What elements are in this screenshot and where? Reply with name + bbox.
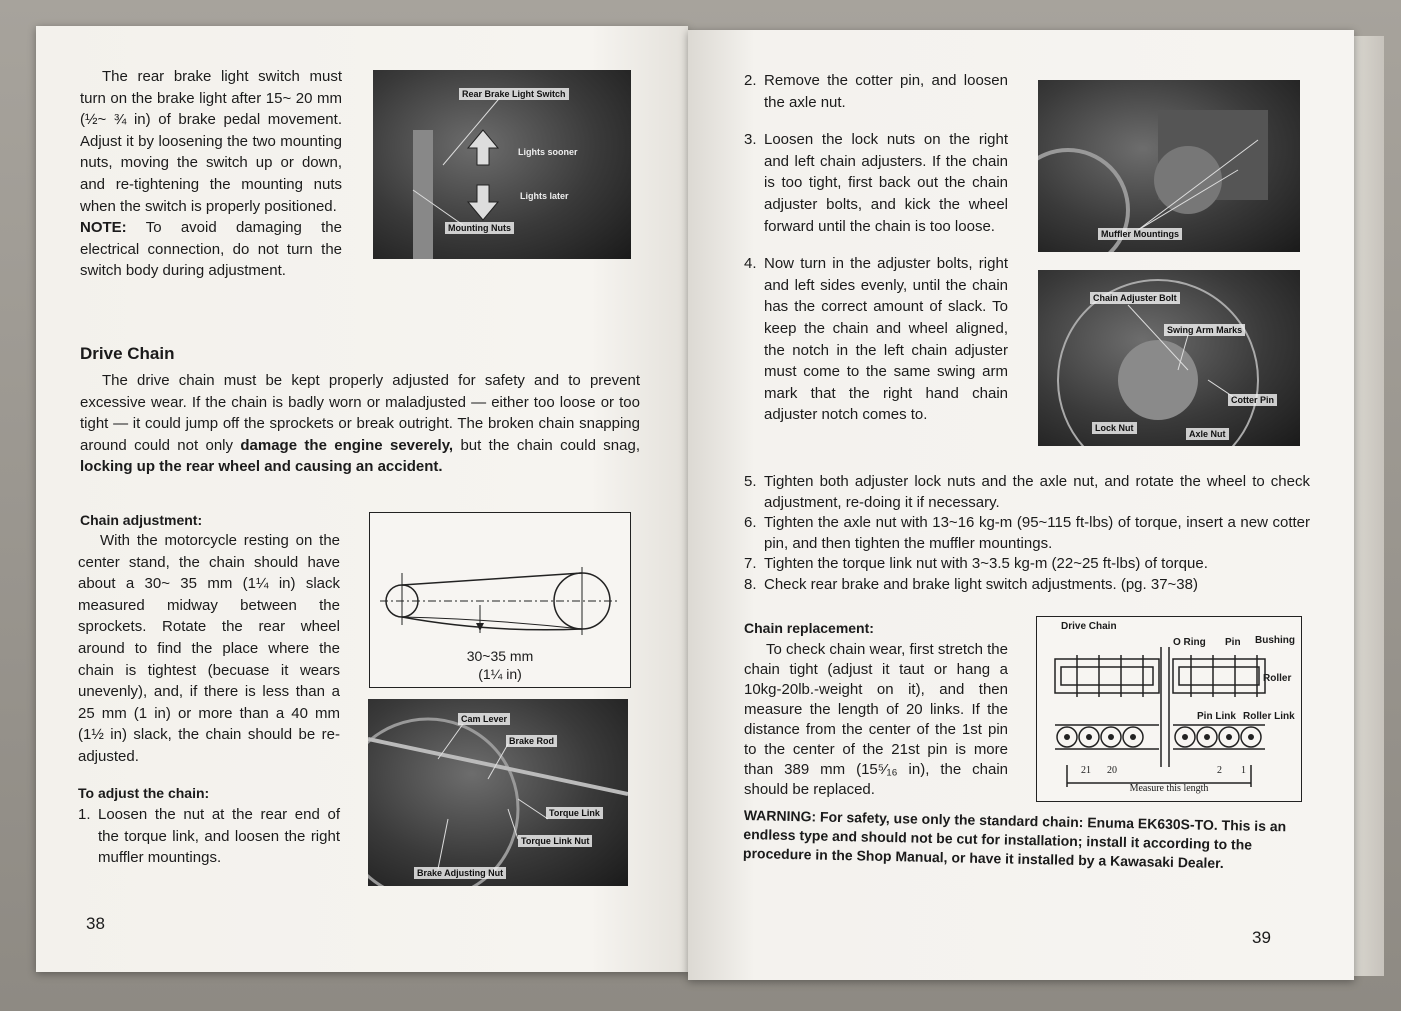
label-brake-adjusting-nut: Brake Adjusting Nut <box>414 867 506 879</box>
page-39 <box>688 30 1354 980</box>
label-cam-lever: Cam Lever <box>458 713 510 725</box>
steps-5-to-8 <box>744 472 1310 595</box>
step-8 <box>744 575 1310 596</box>
label-lock-nut: Lock Nut <box>1092 422 1137 434</box>
label-torque-link-nut: Torque Link Nut <box>518 835 592 847</box>
link-number-1: 1 <box>1241 765 1246 776</box>
step-7 <box>744 554 1310 575</box>
label-rear-brake-light-switch: Rear Brake Light Switch <box>459 88 569 100</box>
drive-chain-heading: Drive Chain <box>80 344 175 363</box>
rear-brake-switch-photo <box>373 70 631 259</box>
diagram-title: Drive Chain <box>1061 621 1117 632</box>
note-label: NOTE: <box>80 219 127 237</box>
link-number-20: 20 <box>1107 765 1117 776</box>
chain-replacement-block <box>744 640 1008 800</box>
step-1-number: 1. <box>78 806 91 823</box>
label-roller-link: Roller Link <box>1243 711 1295 722</box>
slack-caption-mm: 30~35 mm <box>466 648 534 664</box>
chain-links-drawing <box>1037 617 1301 801</box>
step-5 <box>744 472 1310 513</box>
drive-chain-text-2: but the chain could snag, <box>453 436 640 454</box>
label-lights-sooner: Lights sooner <box>518 147 578 157</box>
brake-linkage-photo <box>368 699 628 886</box>
note-paragraph <box>80 217 342 282</box>
drive-chain-paragraph <box>80 370 640 478</box>
step-number: 7. <box>744 555 757 572</box>
link-number-21: 21 <box>1081 765 1091 776</box>
step-number: 5. <box>744 473 757 490</box>
brake-switch-text: The rear brake light switch must turn on the brake light after 15~ 20 mm (½~ ¾ in) of brake pedal movement. Adjust it by loosening the two mounting nuts, moving the switch up or down, and re-tightening the mounting nuts when the switch is properly positioned. <box>80 68 342 215</box>
label-cotter-pin: Cotter Pin <box>1228 394 1277 406</box>
drive-chain-bold-1: damage the engine severely, <box>240 436 454 454</box>
slack-caption-in: (1¼ in) <box>478 666 522 682</box>
label-brake-rod: Brake Rod <box>506 735 557 747</box>
step-number: 4. <box>744 255 757 273</box>
step-text: Loosen the lock nuts on the right and left chain adjusters. If the chain is too tight, first back out the chain adjuster bolts, and kick the wheel forward until the chain is too loose. <box>764 131 1008 235</box>
step-number: 8. <box>744 575 757 593</box>
step-text: Now turn in the adjuster bolts, right and left sides evenly, until the chain has the correct amount of slack. To keep the chain and wheel aligned, the notch in the left chain adjuster must come to the same swing arm mark that the right hand chain adjuster notch comes to. <box>764 255 1008 424</box>
label-pin: Pin <box>1225 637 1241 648</box>
step-3 <box>744 129 1008 237</box>
label-o-ring: O Ring <box>1173 637 1206 648</box>
muffler-mountings-photo <box>1038 80 1300 252</box>
step-text: Tighten the axle nut with 13~16 kg-m (95~115 ft-lbs) of torque, insert a new cotter pin, and then tighten the muffler mountings. <box>764 514 1310 552</box>
warning-label: WARNING: <box>743 806 817 825</box>
step-6 <box>744 513 1310 554</box>
step-1 <box>78 804 340 869</box>
chain-adjustment-text-block <box>78 530 340 768</box>
step-number: 6. <box>744 514 757 531</box>
label-torque-link: Torque Link <box>546 807 603 819</box>
note-text: To avoid damaging the electrical connection, do not turn the switch body during adjustment. <box>80 219 342 280</box>
label-muffler-mountings: Muffler Mountings <box>1098 228 1182 240</box>
label-swing-arm-marks: Swing Arm Marks <box>1164 324 1245 336</box>
chain-adjustment-text: With the motorcycle resting on the center stand, the chain should have about a 30~ 35 mm (1¼ in) slack measured midway between the sprockets. Rotate the rear wheel around to find the place where the chain is tightest (becuase it wears unevenly), and, if there is less than a 25 mm (1 in) or more than a 40 mm (1½ in) slack, the chain should be re-adjusted. <box>78 532 340 765</box>
step-text: Tighten both adjuster lock nuts and the axle nut, and rotate the wheel to check adjustment, re-doing it if necessary. <box>764 473 1310 511</box>
step-2 <box>744 70 1008 113</box>
step-4 <box>744 253 1008 426</box>
measure-caption: Measure this length <box>1129 783 1209 794</box>
link-number-2: 2 <box>1217 765 1222 776</box>
label-axle-nut: Axle Nut <box>1186 428 1229 440</box>
page-38 <box>36 26 688 972</box>
label-bushing: Bushing <box>1255 635 1295 646</box>
label-roller: Roller <box>1263 673 1292 684</box>
step-text: Remove the cotter pin, and loosen the axle nut. <box>764 72 1008 111</box>
drive-chain-bold-2: locking up the rear wheel and causing an accident. <box>80 458 443 476</box>
label-chain-adjuster-bolt: Chain Adjuster Bolt <box>1090 292 1180 304</box>
page-number-39: 39 <box>1252 928 1271 947</box>
slack-diagram-drawing <box>370 513 630 643</box>
muffler-photo-lines <box>1038 80 1300 252</box>
step-text: Tighten the torque link nut with 3~3.5 kg-m (22~25 ft-lbs) of torque. <box>764 555 1208 572</box>
page-number-38: 38 <box>86 914 105 933</box>
chain-replacement-text: To check chain wear, first stretch the chain tight (adjust it taut or hang a 10kg-20lb.-weight on it), and then measure the length of 20 links. If the distance from the center of the 1st pin to the center of the 21st pin is more than 389 mm (15⁵⁄₁₆ in), the chain should be replaced. <box>744 641 1008 798</box>
steps-2-to-4 <box>744 70 1008 426</box>
chain-adjustment-heading: Chain adjustment: <box>80 512 203 528</box>
warning-block <box>743 806 1316 875</box>
page-stack-edge <box>1354 36 1384 976</box>
brake-switch-section <box>80 66 342 282</box>
step-number: 3. <box>744 131 757 149</box>
drive-chain-text-1: The drive chain must be kept properly adjusted for safety and to prevent excessive wear. If the chain is badly worn or maladjusted — either too loose or too tight — it could jump off the sprockets or break outright. The broken chain snapping around could not only <box>80 372 640 454</box>
chain-replacement-heading: Chain replacement: <box>744 620 874 636</box>
brake-photo-lines <box>368 699 628 886</box>
label-mounting-nuts: Mounting Nuts <box>445 222 514 234</box>
drive-chain-diagram <box>1036 616 1302 802</box>
step-number: 2. <box>744 72 757 89</box>
chain-adjuster-photo <box>1038 270 1300 446</box>
label-lights-later: Lights later <box>520 191 569 201</box>
warning-text: For safety, use only the standard chain: Enuma EK630S-TO. This is an endless type and should not be cut for installation; install it according to the procedure in the Shop Manual, or have it installed by a Kawasaki Dealer. <box>742 808 1287 872</box>
label-pin-link: Pin Link <box>1197 711 1236 722</box>
chain-slack-diagram <box>369 512 631 688</box>
to-adjust-heading: To adjust the chain: <box>78 785 210 801</box>
step-1-text: Loosen the nut at the rear end of the torque link, and loosen the right muffler mountings. <box>98 806 340 867</box>
step-text: Check rear brake and brake light switch adjustments. (pg. 37~38) <box>764 575 1198 593</box>
